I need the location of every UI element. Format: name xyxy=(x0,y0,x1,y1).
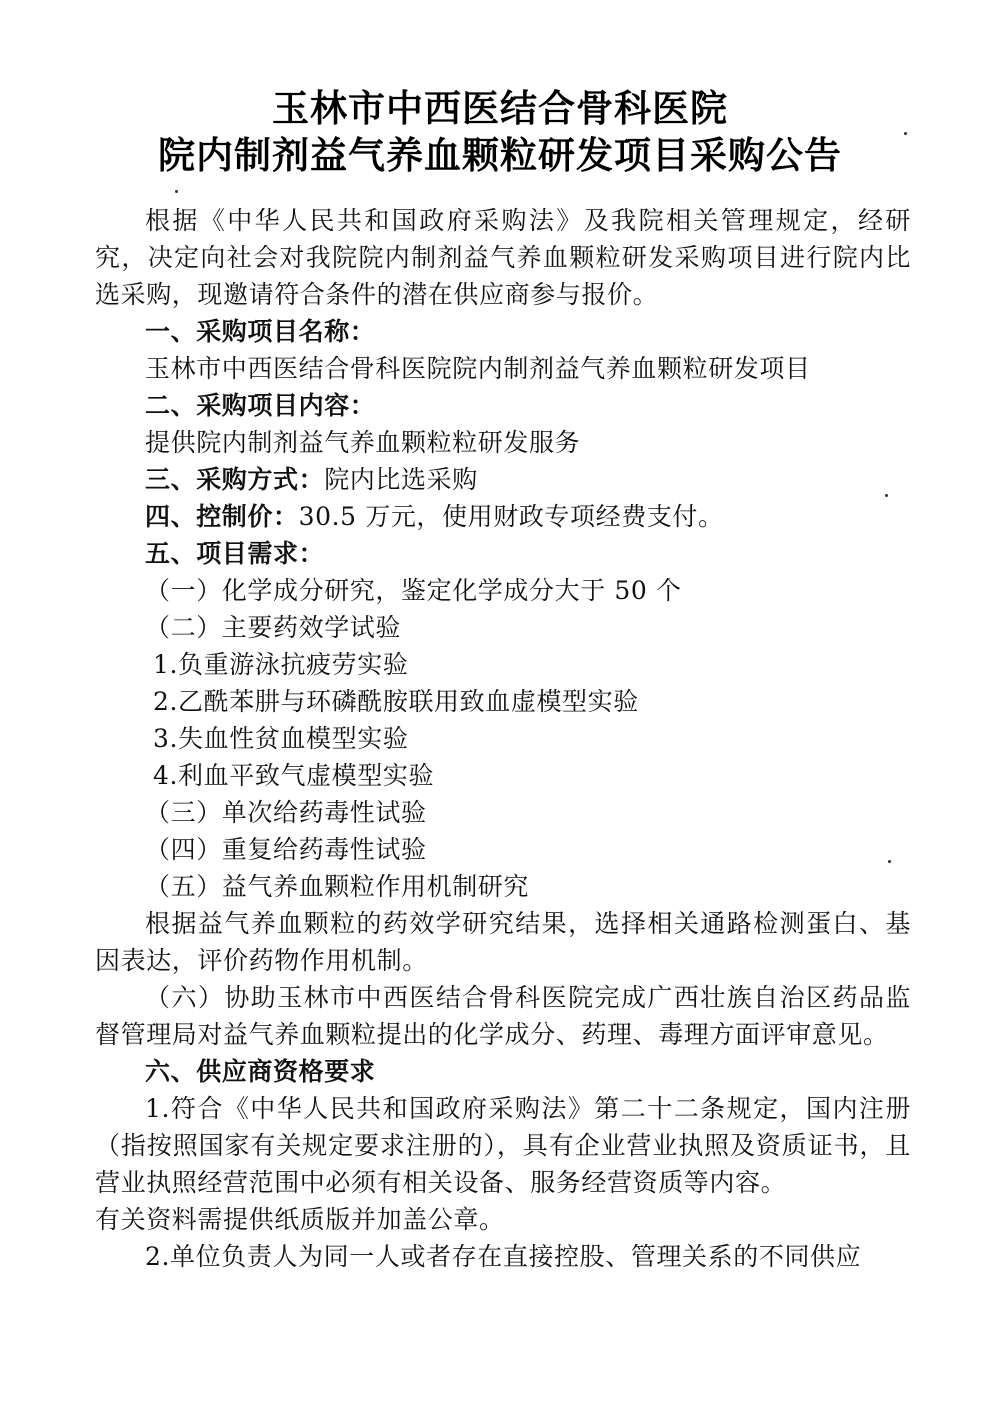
section-3-text: 院内比选采购 xyxy=(324,465,478,494)
section-5-heading: 五、项目需求： xyxy=(145,539,325,568)
scan-speck xyxy=(175,190,178,193)
section-2-text: 提供院内制剂益气养血颗粒粒研发服务 xyxy=(145,428,581,457)
requirement-6: （六）协助玉林市中西医结合骨科医院完成广西壮族自治区药品监督管理局对益气养血颗粒提出的化学成分、药理、毒理方面评审意见。 xyxy=(95,983,911,1049)
qualification-2: 2.单位负责人为同一人或者存在直接控股、管理关系的不同供应 xyxy=(145,1242,862,1271)
section-2-heading: 二、采购项目内容： xyxy=(145,391,376,420)
intro-paragraph: 根据《中华人民共和国政府采购法》及我院相关管理规定，经研究，决定向社会对我院院内制剂益气养血颗粒研发采购项目进行院内比选采购，现邀请符合条件的潜在供应商参与报价。 xyxy=(95,206,911,309)
requirement-5-text: 根据益气养血颗粒的药效学研究结果，选择相关通路检测蛋白、基因表达，评价药物作用机制。 xyxy=(95,909,911,975)
qualification-1: 1.符合《中华人民共和国政府采购法》第二十二条规定，国内注册（指按照国家有关规定要求注册的），具有企业营业执照及资质证书，且营业执照经营范围中必须有相关设备、服务经营资质等内容。 xyxy=(95,1094,911,1197)
section-3 xyxy=(95,461,911,498)
requirement-3: （三）单次给药毒性试验 xyxy=(145,798,427,827)
requirement-2-item-1: 1.负重游泳抗疲劳实验 xyxy=(153,650,409,679)
section-1-text: 玉林市中西医结合骨科医院院内制剂益气养血颗粒研发项目 xyxy=(145,354,811,383)
requirement-5: （五）益气养血颗粒作用机制研究 xyxy=(145,872,530,901)
section-4-text: 30.5 万元，使用财政专项经费支付。 xyxy=(298,502,724,531)
requirement-2-item-2: 2.乙酰苯肼与环磷酰胺联用致血虚模型实验 xyxy=(153,687,639,716)
requirement-2-item-4: 4.利血平致气虚模型实验 xyxy=(153,761,435,790)
qualification-1-note: 有关资料需提供纸质版并加盖公章。 xyxy=(95,1205,505,1234)
requirement-2: （二）主要药效学试验 xyxy=(145,613,402,642)
document-title-line1: 玉林市中西医结合骨科医院 xyxy=(272,86,728,130)
scan-speck xyxy=(904,132,907,135)
scan-speck xyxy=(888,860,891,863)
section-1-heading: 一、采购项目名称： xyxy=(145,317,376,346)
scan-speck xyxy=(885,494,888,497)
document-title-line2: 院内制剂益气养血颗粒研发项目采购公告 xyxy=(158,133,842,177)
section-3-heading: 三、采购方式： xyxy=(145,465,325,494)
requirement-1: （一）化学成分研究，鉴定化学成分大于 50 个 xyxy=(145,576,682,605)
requirement-2-item-3: 3.失血性贫血模型实验 xyxy=(153,724,409,753)
section-6-heading: 六、供应商资格要求 xyxy=(145,1057,376,1086)
document-body xyxy=(95,202,911,1275)
section-4-heading: 四、控制价： xyxy=(145,502,299,531)
requirement-4: （四）重复给药毒性试验 xyxy=(145,835,427,864)
section-4 xyxy=(95,498,911,535)
